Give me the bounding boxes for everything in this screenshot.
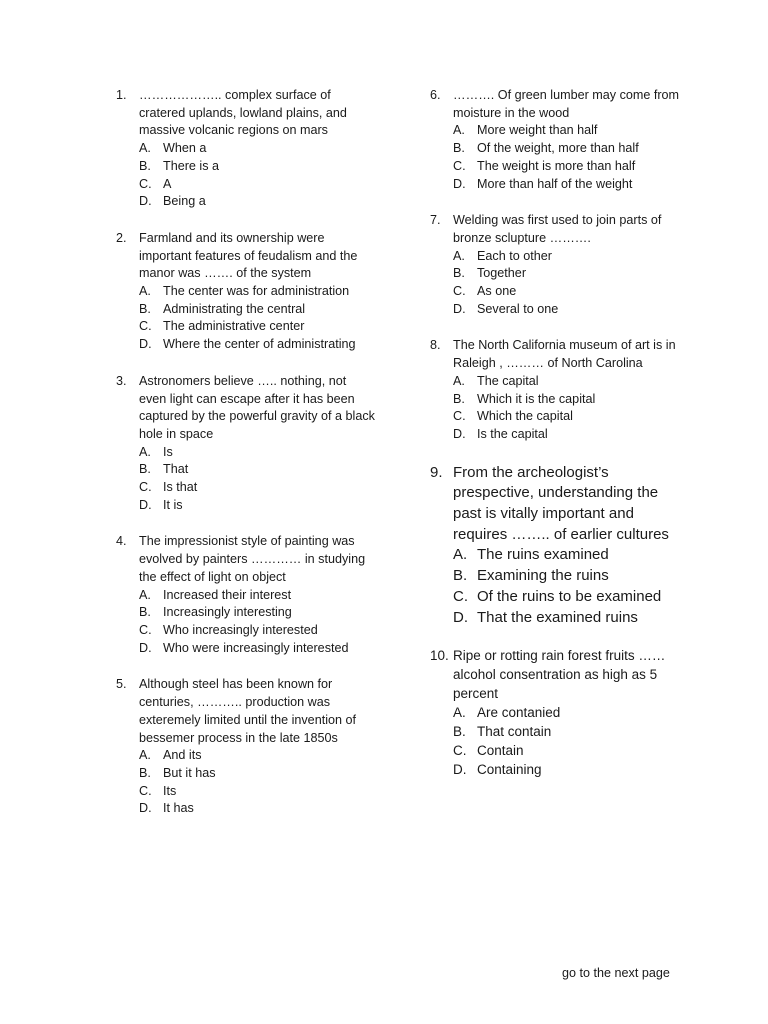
option-b: B. Increasingly interesting [139,605,292,620]
question-number: 10. [430,648,449,664]
question-number: 7. [430,213,441,228]
question-text: The impressionist style of painting was evolved by painters ………… in studying the effect of light on object [139,534,366,584]
option-d: D. Who were increasingly interested [139,640,349,655]
question-number: 9. [430,463,443,481]
option-c: C. Who increasingly interested [139,622,318,637]
question-1 [116,87,376,211]
option-a: A. The capital [453,373,539,388]
question-4 [116,533,376,657]
question-3 [116,373,376,515]
next-page-note: go to the next page [562,966,670,980]
option-b: B. Examining the ruins [453,567,609,585]
question-text: Welding was first used to join parts of bronze sclupture ………. [453,213,662,245]
option-b: B. But it has [139,765,216,780]
option-c: C. Is that [139,480,198,495]
option-d: D. Where the center of administrating [139,337,356,352]
option-d: D. It is [139,497,183,512]
option-a: A. When a [139,141,207,156]
question-5 [116,676,376,818]
question-text: From the archeologist’s prespective, understanding the past is vitally important and requires …….. of earlier cultures [453,463,669,543]
option-c: C. Contain [453,743,524,759]
option-d: D. Several to one [453,301,559,316]
option-b: B. There is a [139,158,219,173]
option-b: B. That [139,462,189,477]
option-a: A. Increased their interest [139,587,292,602]
right-column [430,87,690,798]
option-a: A. The center was for administration [139,284,350,299]
question-text: ……………….. complex surface of cratered uplands, lowland plains, and massive volcanic regions on mars [139,88,347,138]
question-number: 3. [116,373,127,388]
option-b: B. Together [453,266,527,281]
question-text: The North California museum of art is in Raleigh , ……… of North Carolina [453,338,676,371]
option-d: D. More than half of the weight [453,176,633,191]
option-d: D. Is the capital [453,426,548,441]
question-7 [430,212,690,318]
option-d: D. Being a [139,194,206,209]
option-d: D. That the examined ruins [453,608,638,626]
option-b: B. Of the weight, more than half [453,141,639,156]
option-d: D. It has [139,801,194,816]
question-8 [430,337,690,443]
option-b: B. That contain [453,724,552,740]
option-a: A. The ruins examined [453,546,609,564]
question-6 [430,87,690,193]
option-c: C. Which the capital [453,409,573,424]
option-a: A. Each to other [453,248,552,263]
option-c: C. Of the ruins to be examined [453,587,662,605]
question-text: ………. Of green lumber may come from moisture in the wood [453,88,680,120]
question-2 [116,230,376,354]
question-number: 2. [116,230,127,245]
option-c: C. The administrative center [139,319,305,334]
option-d: D. Containing [453,762,542,778]
question-text: Ripe or rotting rain forest fruits …… alcohol consentration as high as 5 percent [453,648,666,702]
option-c: C. A [139,176,172,191]
question-text: Farmland and its ownership were important features of feudalism and the manor was ……. of the system [139,230,358,281]
option-a: A. And its [139,748,202,763]
option-c: C. As one [453,284,517,299]
question-number: 5. [116,677,127,692]
option-b: B. Which it is the capital [453,391,596,406]
option-b: B. Administrating the central [139,301,306,316]
question-9 [430,463,690,629]
option-a: A. More weight than half [453,123,598,138]
question-10 [430,646,690,779]
question-number: 8. [430,338,441,353]
question-number: 4. [116,534,127,549]
question-number: 1. [116,88,127,102]
option-a: A. Are contanied [453,705,561,721]
question-text: Astronomers believe ….. nothing, not even light can escape after it has been captured by the powerful gravity of a black hole in space [139,373,375,441]
question-text: Although steel has been known for centuries, ……….. production was exteremely limited until the invention of bessemer process in the late 1850s [139,677,357,745]
option-c: C. The weight is more than half [453,158,636,173]
left-column [116,87,376,837]
question-number: 6. [430,88,441,102]
option-a: A. Is [139,444,173,459]
option-c: C. Its [139,783,177,798]
